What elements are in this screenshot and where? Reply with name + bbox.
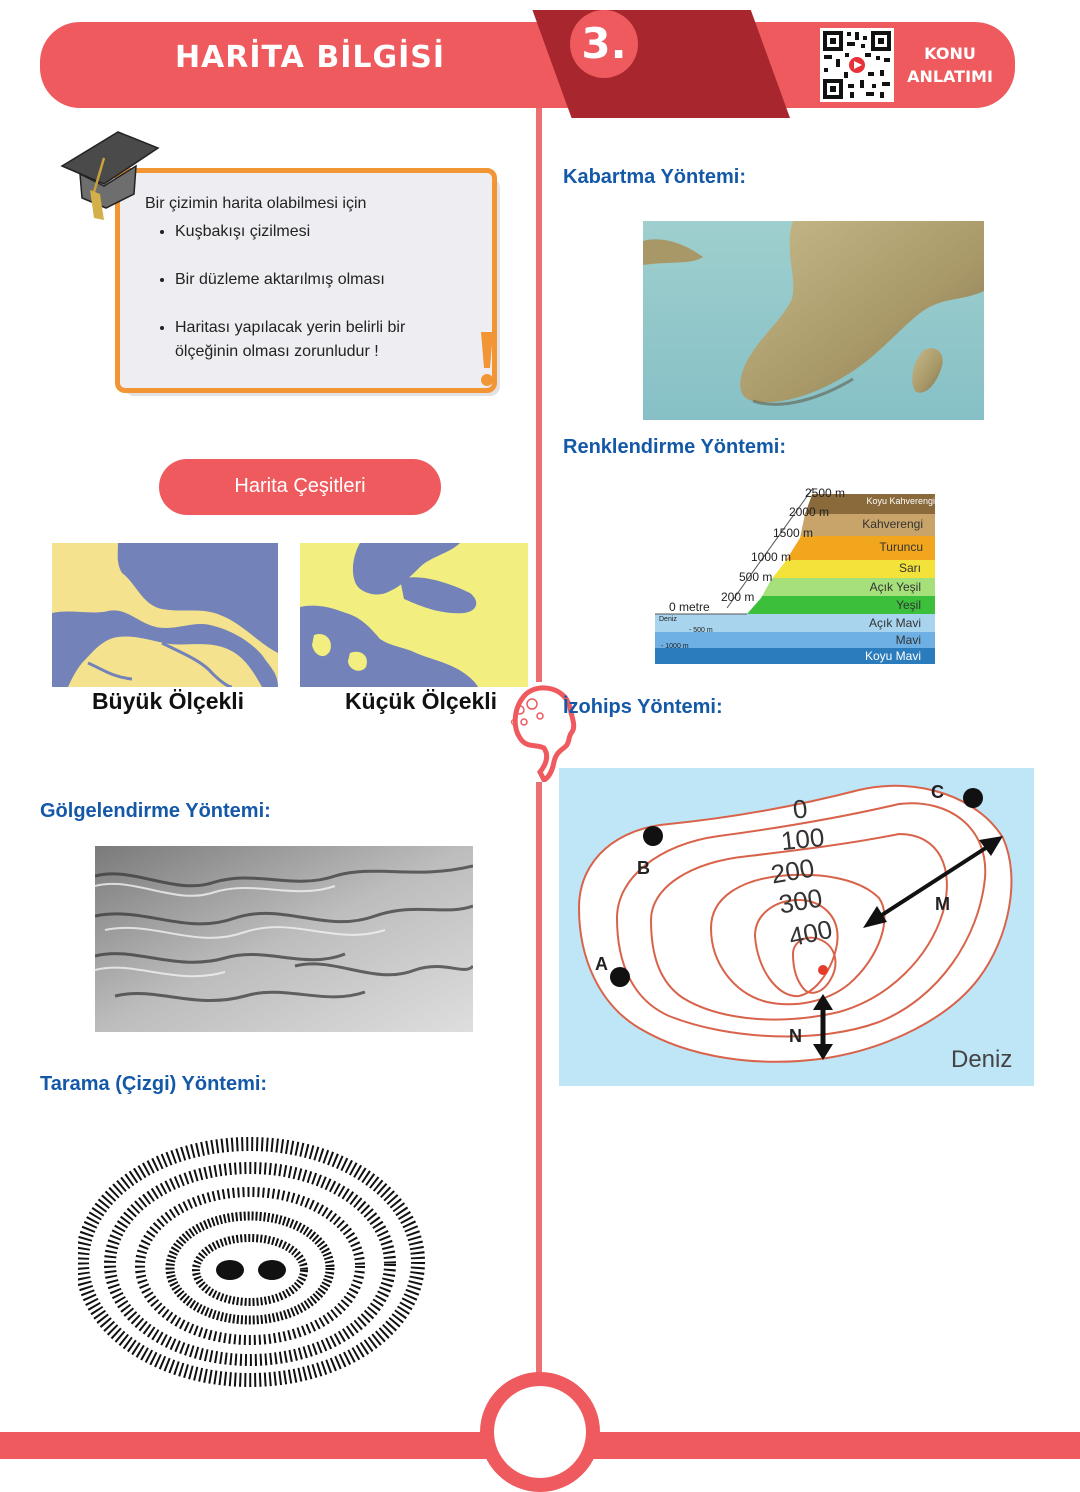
kabartma-title: Kabartma Yöntemi:: [563, 166, 747, 188]
band-label: Kahverengi: [862, 517, 923, 531]
altitude-label: Deniz: [659, 616, 677, 623]
footer-arc-inner: [494, 1386, 586, 1478]
contour-map: [559, 768, 1034, 1086]
small-scale-label: Küçük Ölçekli: [344, 688, 498, 714]
altitude-label: 2000 m: [789, 505, 830, 519]
altitude-label: 1000 m: [751, 550, 792, 564]
izohips-title: İzohips Yöntemi:: [563, 696, 723, 718]
info-intro: Bir çizimin harita olabilmesi için: [145, 195, 367, 212]
band-label: Açık Mavi: [868, 616, 921, 630]
page-title: HARİTA BİLGİSİ: [174, 40, 446, 75]
point-label-b: B: [637, 858, 650, 878]
map-types-heading: Harita Çeşitleri: [159, 459, 441, 515]
point-label-m: M: [935, 894, 950, 914]
contour-label: 400: [786, 913, 835, 953]
info-list: [145, 220, 465, 364]
altitude-label: 500 m: [739, 570, 773, 584]
relief-model-image: [643, 221, 984, 420]
band-label: Açık Yeşil: [869, 580, 921, 594]
info-item: • Haritası yapılacak yerin belirli bir ölçeğinin olması zorunludur !: [175, 316, 465, 364]
point-label-c: C: [931, 782, 944, 802]
large-scale-map-image: [52, 543, 278, 687]
contour-label: 300: [776, 882, 825, 920]
info-text-block: [145, 192, 465, 388]
band-label: Koyu Kahverengi: [866, 496, 935, 506]
contour-label: 0: [791, 793, 809, 825]
band-label: Koyu Mavi: [864, 649, 921, 663]
konu-label: KONU: [924, 44, 976, 63]
info-item: • Bir düzleme aktarılmış olması: [175, 268, 465, 292]
tarama-title: Tarama (Çizgi) Yöntemi:: [40, 1073, 268, 1095]
contour-label: 200: [768, 852, 817, 890]
altitude-label: 200 m: [721, 590, 755, 604]
qr-code-icon[interactable]: [820, 28, 894, 102]
konu-anlatimi-label[interactable]: [900, 42, 1000, 88]
large-scale-label: Büyük Ölçekli: [91, 688, 245, 714]
hachure-map-image: [78, 1122, 428, 1392]
altitude-label: - 500 m: [689, 627, 713, 634]
contour-label: 100: [779, 821, 826, 857]
info-item: • Kuşbakışı çizilmesi: [175, 220, 465, 244]
altitude-label: 1500 m: [773, 526, 814, 540]
band-label: Turuncu: [879, 540, 923, 554]
color-scale-diagram: [655, 482, 940, 666]
renklendirme-title: Renklendirme Yöntemi:: [563, 436, 787, 458]
band-label: Yeşil: [896, 598, 921, 612]
sea-label: Deniz: [951, 1046, 1013, 1073]
shaded-relief-image: [95, 846, 473, 1032]
small-scale-map-image: [300, 543, 528, 687]
exclamation-icon: [476, 330, 498, 390]
altitude-label: 0 metre: [669, 600, 710, 614]
band-label: Sarı: [898, 561, 921, 575]
band-label: Mavi: [895, 633, 921, 647]
golgelendirme-title: Gölgelendirme Yöntemi:: [40, 800, 271, 822]
point-label-n: N: [789, 1026, 802, 1046]
altitude-label: - 1000 m: [661, 643, 689, 650]
anlatimi-label: ANLATIMI: [907, 67, 993, 86]
chapter-number: 3.: [570, 10, 638, 78]
altitude-label: 2500 m: [805, 486, 846, 500]
point-label-a: A: [595, 954, 608, 974]
